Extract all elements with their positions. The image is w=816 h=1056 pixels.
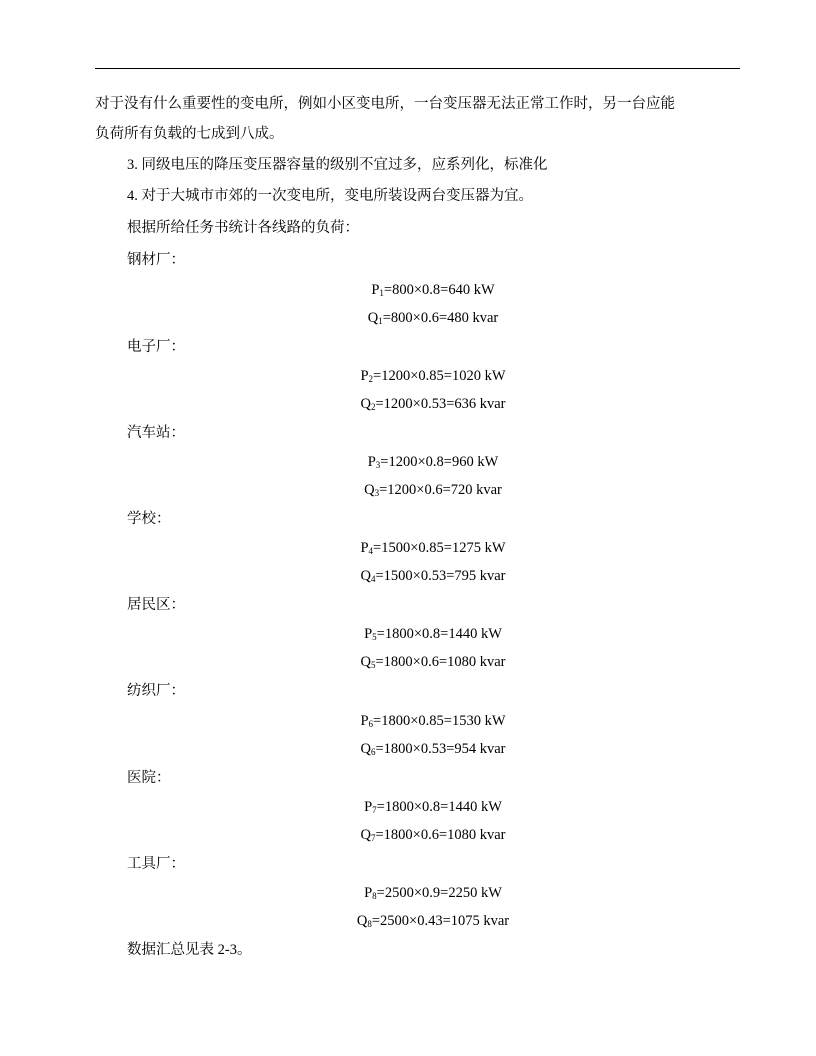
- formula-p: $P_1=800\times 0.8=640$ kW: [371, 282, 495, 298]
- formula-p: $P_4=1500\times 0.85=1275$ kW: [360, 540, 506, 556]
- formula-q: $Q_7=1800\times 0.6=1080$ kvar: [360, 827, 506, 843]
- formula-q: $Q_8=2500\times 0.43=1075$ kvar: [356, 913, 510, 929]
- formula-p: $P_2=1200\times 0.85=1020$ kW: [360, 368, 506, 384]
- load-label: 医院：: [127, 770, 171, 786]
- rule-4: 4. 对于大城市市郊的一次变电所，变电所装设两台变压器为宜。: [127, 188, 533, 204]
- formula-p: $P_3=1200\times 0.8=960$ kW: [367, 454, 499, 470]
- lead-text: 根据所给任务书统计各线路的负荷：: [127, 220, 359, 236]
- intro-line-2: 负荷所有负载的七成到八成。: [95, 126, 284, 142]
- header-rule: [95, 68, 740, 69]
- formula-q: $Q_1=800\times 0.6=480$ kvar: [367, 310, 499, 326]
- load-label: 工具厂：: [127, 856, 185, 872]
- formula-q: $Q_3=1200\times 0.6=720$ kvar: [364, 482, 502, 498]
- load-label: 汽车站：: [127, 425, 185, 441]
- load-label: 钢材厂：: [127, 252, 185, 268]
- load-label: 学校：: [127, 511, 171, 527]
- formula-q: $Q_4=1500\times 0.53=795$ kvar: [360, 568, 506, 584]
- formula-q: $Q_2=1200\times 0.53=636$ kvar: [360, 396, 506, 412]
- formula-p: $P_6=1800\times 0.85=1530$ kW: [360, 713, 506, 729]
- rule-3: 3. 同级电压的降压变压器容量的级别不宜过多，应系列化，标准化: [127, 157, 548, 173]
- load-label: 电子厂：: [127, 339, 185, 355]
- formula-p: $P_8=2500\times 0.9=2250$ kW: [364, 885, 502, 901]
- summary-text: 数据汇总见表 2-3。: [127, 942, 252, 958]
- intro-line-1: 对于没有什么重要性的变电所，例如小区变电所，一台变压器无法正常工作时，另一台应能: [95, 96, 675, 112]
- load-label: 居民区：: [127, 597, 185, 613]
- formula-q: $Q_5=1800\times 0.6=1080$ kvar: [360, 654, 506, 670]
- formula-p: $P_7=1800\times 0.8=1440$ kW: [364, 799, 502, 815]
- formula-q: $Q_6=1800\times 0.53=954$ kvar: [360, 741, 506, 757]
- load-label: 纺织厂：: [127, 683, 185, 699]
- formula-p: $P_5=1800\times 0.8=1440$ kW: [364, 626, 502, 642]
